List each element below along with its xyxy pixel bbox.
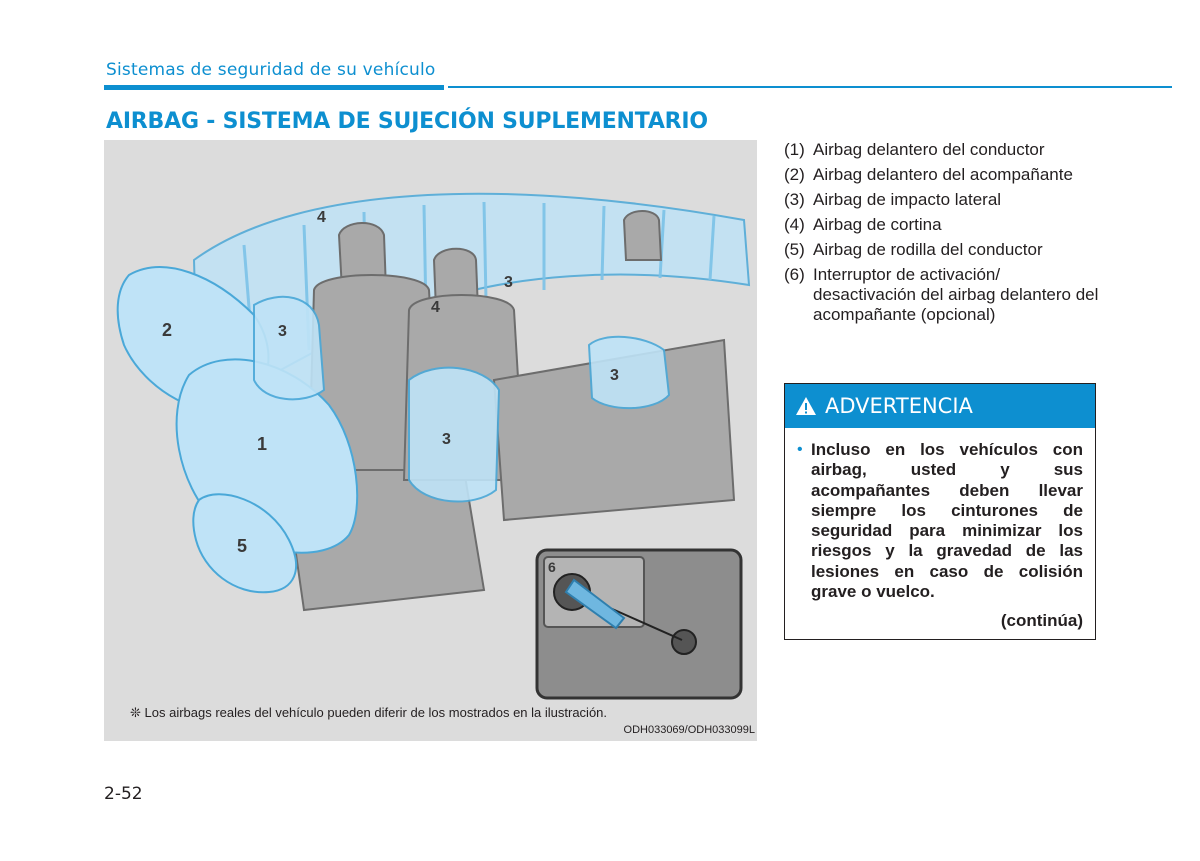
label-3a: 3 <box>278 323 287 340</box>
legend-text: Interruptor de activación/ desactivación del airbag delantero del acompañante (opcional) <box>813 265 1099 324</box>
legend-num: (3) <box>784 190 805 209</box>
note-text: Los airbags reales del vehículo pueden diferir de los mostrados en la ilustración. <box>144 705 608 720</box>
legend-text: Airbag delantero del acompañante <box>813 165 1073 184</box>
label-1: 1 <box>257 434 268 454</box>
side-airbag-rear <box>589 337 669 408</box>
warning-bullet <box>797 440 1083 602</box>
legend-num: (4) <box>784 215 805 234</box>
continue-label: (continúa) <box>1000 611 1083 631</box>
legend-text: Airbag delantero del conductor <box>813 140 1045 159</box>
side-airbag-left <box>254 297 324 399</box>
legend-num: (2) <box>784 165 805 184</box>
label-3d: 3 <box>610 367 619 384</box>
switch-inset <box>537 550 741 698</box>
note-symbol-icon: ❊ <box>130 705 141 720</box>
airbag-diagram <box>104 140 757 741</box>
legend-item <box>784 215 1104 235</box>
figure-code: ODH033069/ODH033099L <box>623 724 755 736</box>
label-5: 5 <box>237 536 248 556</box>
airbag-illustration <box>104 140 757 741</box>
section-title: Sistemas de seguridad de su vehículo <box>106 60 436 80</box>
legend-num: (6) <box>784 265 805 284</box>
label-6: 6 <box>548 559 556 575</box>
warning-box <box>784 383 1096 640</box>
legend-text: Airbag de rodilla del conductor <box>813 240 1043 259</box>
legend-num: (1) <box>784 140 805 159</box>
legend-item <box>784 265 1104 325</box>
warning-body <box>785 428 1095 631</box>
figure-note <box>130 705 607 721</box>
page-number: 2-52 <box>104 784 143 804</box>
legend-text: Airbag de impacto lateral <box>813 190 1002 209</box>
label-2: 2 <box>162 320 173 340</box>
legend-text: Airbag de cortina <box>813 215 942 234</box>
label-3b: 3 <box>504 274 513 291</box>
warning-text: Incluso en los vehículos con airbag, usted y sus acompañantes deben llevar siempre los cinturones de seguridad para minimizar los riesgos y la gravedad de las lesiones en caso de colisión grave o vuelco. <box>811 440 1083 602</box>
warning-header <box>785 384 1095 428</box>
legend-list <box>784 140 1104 330</box>
side-airbag-center <box>409 368 499 502</box>
legend-item <box>784 165 1104 185</box>
label-4b: 4 <box>431 299 440 316</box>
warning-title: ADVERTENCIA <box>825 394 973 418</box>
page-title: AIRBAG - SISTEMA DE SUJECIÓN SUPLEMENTARIO <box>106 109 708 134</box>
warning-triangle-icon <box>795 396 817 416</box>
legend-item <box>784 240 1104 260</box>
legend-item <box>784 140 1104 160</box>
legend-item <box>784 190 1104 210</box>
header-rule-thick <box>104 85 444 90</box>
label-3c: 3 <box>442 431 451 448</box>
legend-num: (5) <box>784 240 805 259</box>
label-4a: 4 <box>317 209 326 226</box>
bullet-icon: • <box>797 441 803 458</box>
header-rule-thin <box>448 86 1172 88</box>
